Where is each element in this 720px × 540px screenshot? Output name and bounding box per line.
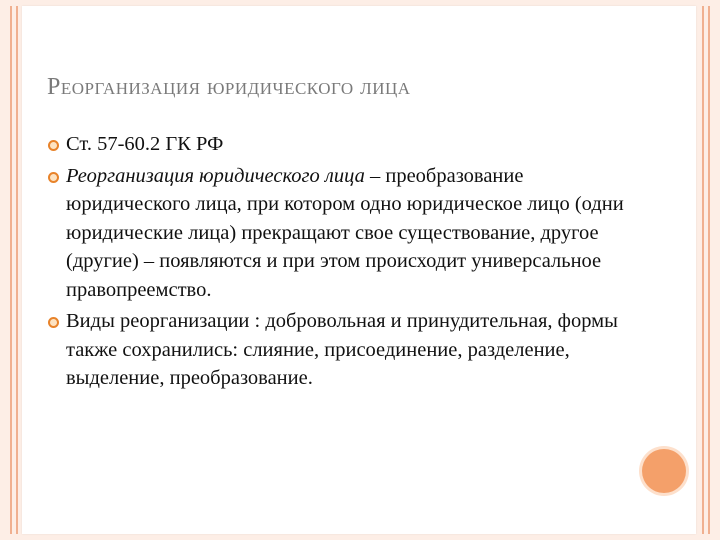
bullet-icon <box>48 317 59 328</box>
slide-title: Реорганизация юридического лица <box>47 74 411 100</box>
bullet-text: – преобразование юридического лица, при котором одно юридическое лицо (одни юридические лица) прекращают свое существование, другое (другие) – появляются и при этом происходит универсальное правопреемство. <box>66 164 624 301</box>
bullet-emphasis: Реорганизация юридического лица <box>66 164 365 187</box>
bullet-icon <box>48 140 59 151</box>
frame-line-left-outer <box>10 6 12 534</box>
bullet-item <box>48 130 648 159</box>
frame-line-right-inner <box>702 6 704 534</box>
bullet-item <box>48 307 648 393</box>
frame-line-right-outer <box>708 6 710 534</box>
bullet-item <box>48 162 648 305</box>
decorative-circle <box>642 449 686 493</box>
bullet-text: Ст. 57-60.2 ГК РФ <box>66 133 224 155</box>
frame-line-left-inner <box>16 6 18 534</box>
bullet-icon <box>48 172 59 183</box>
slide-content <box>48 130 648 396</box>
bullet-text: Виды реорганизации : добровольная и принудительная, формы также сохранились: слияние, присоединение, разделение, выделение, преобразование. <box>66 310 618 389</box>
